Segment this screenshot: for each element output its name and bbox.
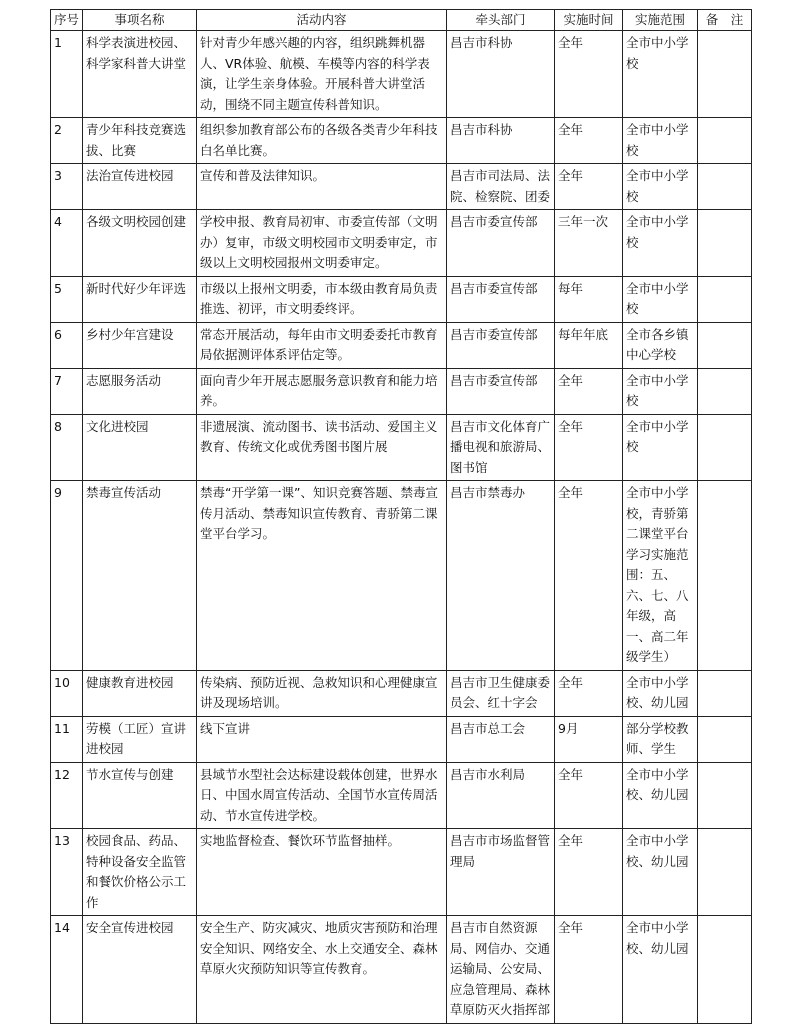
cell-scope: 全市中小学校	[623, 276, 698, 322]
cell-time: 每年	[555, 276, 623, 322]
cell-time: 全年	[555, 31, 623, 118]
cell-content: 学校申报、教育局初审、市委宣传部（文明办）复审，市级文明校园市文明委审定，市级以上文明校园报州文明委审定。	[197, 210, 447, 277]
table-row	[51, 829, 752, 916]
cell-note	[698, 164, 752, 210]
cell-time: 全年	[555, 368, 623, 414]
cell-name: 新时代好少年评选	[83, 276, 197, 322]
cell-dept: 昌吉市委宣传部	[447, 210, 555, 277]
cell-note	[698, 276, 752, 322]
cell-dept: 昌吉市科协	[447, 31, 555, 118]
cell-name: 青少年科技竞赛选拔、比赛	[83, 118, 197, 164]
cell-note	[698, 716, 752, 762]
table-row	[51, 670, 752, 716]
cell-content: 常态开展活动，每年由市文明委委托市教育局依据测评体系评估定等。	[197, 322, 447, 368]
cell-no: 7	[51, 368, 83, 414]
cell-dept: 昌吉市司法局、法院、检察院、团委	[447, 164, 555, 210]
cell-dept: 昌吉市科协	[447, 118, 555, 164]
cell-note	[698, 829, 752, 916]
cell-scope: 全市中小学校、幼儿园	[623, 762, 698, 829]
header-note: 备 注	[698, 10, 752, 31]
cell-scope: 全市中小学校	[623, 414, 698, 481]
cell-scope: 全市中小学校	[623, 164, 698, 210]
table-row	[51, 762, 752, 829]
cell-time: 9月	[555, 716, 623, 762]
cell-no: 11	[51, 716, 83, 762]
table-row	[51, 210, 752, 277]
cell-content: 面向青少年开展志愿服务意识教育和能力培养。	[197, 368, 447, 414]
cell-content: 传染病、预防近视、急救知识和心理健康宣讲及现场培训。	[197, 670, 447, 716]
cell-name: 安全宣传进校园	[83, 916, 197, 1024]
cell-content: 线下宣讲	[197, 716, 447, 762]
cell-content: 非遗展演、流动图书、读书活动、爱国主义教育、传统文化或优秀图书图片展	[197, 414, 447, 481]
cell-content: 宣传和普及法律知识。	[197, 164, 447, 210]
cell-note	[698, 414, 752, 481]
cell-content: 实地监督检查、餐饮环节监督抽样。	[197, 829, 447, 916]
cell-content: 针对青少年感兴趣的内容，组织跳舞机器人、VR体验、航模、车模等内容的科学表演，让学生亲身体验。开展科普大讲堂活动，围绕不同主题宣传科普知识。	[197, 31, 447, 118]
cell-name: 禁毒宣传活动	[83, 481, 197, 671]
cell-dept: 昌吉市自然资源局、网信办、交通运输局、公安局、应急管理局、森林草原防灭火指挥部	[447, 916, 555, 1024]
cell-scope: 部分学校教师、学生	[623, 716, 698, 762]
cell-time: 全年	[555, 829, 623, 916]
cell-scope: 全市中小学校	[623, 210, 698, 277]
cell-note	[698, 118, 752, 164]
header-dept: 牵头部门	[447, 10, 555, 31]
header-content: 活动内容	[197, 10, 447, 31]
cell-scope: 全市中小学校，青骄第二课堂平台学习实施范围：五、六、七、八年级，高一、高二年级学生）	[623, 481, 698, 671]
cell-name: 志愿服务活动	[83, 368, 197, 414]
cell-no: 4	[51, 210, 83, 277]
cell-scope: 全市中小学校	[623, 118, 698, 164]
cell-note	[698, 31, 752, 118]
cell-name: 校园食品、药品、特种设备安全监管和餐饮价格公示工作	[83, 829, 197, 916]
cell-no: 14	[51, 916, 83, 1024]
cell-dept: 昌吉市委宣传部	[447, 322, 555, 368]
table-row	[51, 916, 752, 1024]
table-row	[51, 276, 752, 322]
activity-table	[50, 9, 752, 1024]
header-no: 序号	[51, 10, 83, 31]
cell-no: 10	[51, 670, 83, 716]
cell-no: 3	[51, 164, 83, 210]
cell-note	[698, 368, 752, 414]
cell-content: 市级以上报州文明委，市本级由教育局负责推选、初评，市文明委终评。	[197, 276, 447, 322]
cell-time: 全年	[555, 414, 623, 481]
table-row	[51, 164, 752, 210]
cell-no: 5	[51, 276, 83, 322]
cell-name: 健康教育进校园	[83, 670, 197, 716]
cell-no: 12	[51, 762, 83, 829]
cell-content: 安全生产、防灾减灾、地质灾害预防和治理安全知识、网络安全、水上交通安全、森林草原火灾预防知识等宣传教育。	[197, 916, 447, 1024]
cell-time: 全年	[555, 118, 623, 164]
table-row	[51, 118, 752, 164]
cell-dept: 昌吉市委宣传部	[447, 276, 555, 322]
cell-dept: 昌吉市卫生健康委员会、红十字会	[447, 670, 555, 716]
cell-name: 节水宣传与创建	[83, 762, 197, 829]
cell-time: 全年	[555, 670, 623, 716]
cell-no: 8	[51, 414, 83, 481]
cell-dept: 昌吉市总工会	[447, 716, 555, 762]
cell-note	[698, 322, 752, 368]
cell-time: 全年	[555, 916, 623, 1024]
header-name: 事项名称	[83, 10, 197, 31]
cell-name: 文化进校园	[83, 414, 197, 481]
cell-scope: 全市各乡镇中心学校	[623, 322, 698, 368]
cell-no: 13	[51, 829, 83, 916]
cell-dept: 昌吉市水利局	[447, 762, 555, 829]
cell-dept: 昌吉市委宣传部	[447, 368, 555, 414]
cell-no: 9	[51, 481, 83, 671]
cell-time: 全年	[555, 762, 623, 829]
cell-scope: 全市中小学校、幼儿园	[623, 829, 698, 916]
cell-note	[698, 481, 752, 671]
cell-dept: 昌吉市禁毒办	[447, 481, 555, 671]
header-time: 实施时间	[555, 10, 623, 31]
cell-note	[698, 916, 752, 1024]
cell-content: 禁毒“开学第一课”、知识竞赛答题、禁毒宣传月活动、禁毒知识宣传教育、青骄第二课堂平台学习。	[197, 481, 447, 671]
cell-time: 全年	[555, 481, 623, 671]
cell-scope: 全市中小学校	[623, 368, 698, 414]
cell-dept: 昌吉市文化体育广播电视和旅游局、图书馆	[447, 414, 555, 481]
table-row	[51, 368, 752, 414]
cell-name: 乡村少年宫建设	[83, 322, 197, 368]
cell-no: 1	[51, 31, 83, 118]
header-scope: 实施范围	[623, 10, 698, 31]
cell-content: 组织参加教育部公布的各级各类青少年科技白名单比赛。	[197, 118, 447, 164]
cell-note	[698, 210, 752, 277]
cell-name: 科学表演进校园、科学家科普大讲堂	[83, 31, 197, 118]
table-row	[51, 322, 752, 368]
cell-time: 三年一次	[555, 210, 623, 277]
cell-name: 各级文明校园创建	[83, 210, 197, 277]
cell-scope: 全市中小学校、幼儿园	[623, 670, 698, 716]
cell-note	[698, 762, 752, 829]
table-row	[51, 31, 752, 118]
cell-time: 全年	[555, 164, 623, 210]
cell-note	[698, 670, 752, 716]
cell-no: 2	[51, 118, 83, 164]
cell-name: 劳模（工匠）宣讲进校园	[83, 716, 197, 762]
cell-content: 县域节水型社会达标建设载体创建，世界水日、中国水周宣传活动、全国节水宣传周活动、节水宣传进学校。	[197, 762, 447, 829]
cell-dept: 昌吉市市场监督管理局	[447, 829, 555, 916]
cell-name: 法治宣传进校园	[83, 164, 197, 210]
table-row	[51, 414, 752, 481]
table-header-row	[51, 10, 752, 31]
cell-scope: 全市中小学校、幼儿园	[623, 916, 698, 1024]
cell-no: 6	[51, 322, 83, 368]
table-row	[51, 716, 752, 762]
cell-scope: 全市中小学校	[623, 31, 698, 118]
table-row	[51, 481, 752, 671]
cell-time: 每年年底	[555, 322, 623, 368]
